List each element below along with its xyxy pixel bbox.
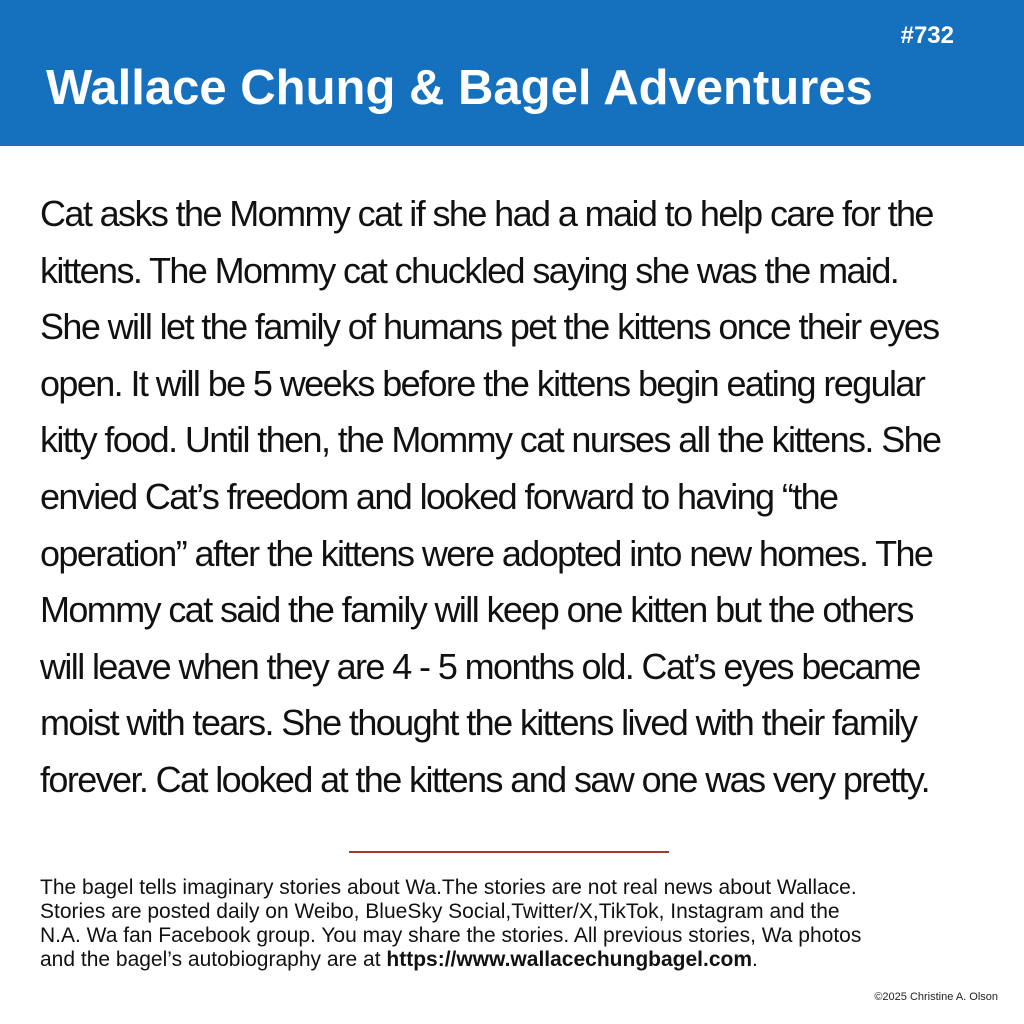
story-line: kittens. The Mommy cat chuckled saying she was the maid. bbox=[40, 249, 899, 291]
story-text bbox=[40, 186, 1015, 809]
story-line: envied Cat’s freedom and looked forward to having “the bbox=[40, 475, 838, 517]
footer-line-prefix: and the bagel’s autobiography are at bbox=[40, 948, 387, 971]
divider-line bbox=[349, 851, 669, 853]
footer-line: Stories are posted daily on Weibo, BlueSky Social,Twitter/X,TikTok, Instagram and the bbox=[40, 900, 840, 923]
story-line: Cat asks the Mommy cat if she had a maid to help care for the bbox=[40, 193, 933, 234]
header-banner bbox=[0, 0, 1024, 146]
footer-line-suffix: . bbox=[752, 948, 758, 971]
story-line: operation” after the kittens were adopted into new homes. The bbox=[40, 532, 933, 574]
story-line: She will let the family of humans pet the kittens once their eyes bbox=[40, 306, 939, 348]
footer-line: N.A. Wa fan Facebook group. You may share the stories. All previous stories, Wa photos bbox=[40, 924, 862, 947]
footer-line-last bbox=[40, 948, 1000, 972]
story-line: Mommy cat said the family will keep one kitten but the others bbox=[40, 589, 913, 631]
footer-disclaimer bbox=[40, 876, 1000, 972]
story-number: #732 bbox=[900, 22, 954, 49]
footer-line: The bagel tells imaginary stories about Wa.The stories are not real news about Wallace. bbox=[40, 876, 857, 899]
page-title: Wallace Chung & Bagel Adventures bbox=[46, 61, 873, 115]
copyright-notice: ©2025 Christine A. Olson bbox=[874, 991, 998, 1003]
website-link[interactable]: https://www.wallacechungbagel.com bbox=[386, 948, 753, 971]
story-line: kitty food. Until then, the Mommy cat nurses all the kittens. She bbox=[40, 419, 941, 461]
story-line: will leave when they are 4 - 5 months old. Cat’s eyes became bbox=[40, 645, 920, 687]
story-line: open. It will be 5 weeks before the kittens begin eating regular bbox=[40, 362, 925, 404]
story-line: moist with tears. She thought the kittens lived with their family bbox=[40, 702, 917, 744]
story-line: forever. Cat looked at the kittens and saw one was very pretty. bbox=[40, 758, 930, 800]
